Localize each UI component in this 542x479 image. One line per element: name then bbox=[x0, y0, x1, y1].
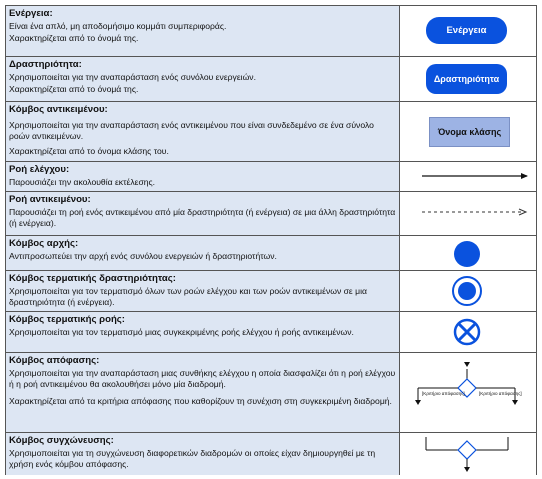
row-text: Είναι ένα απλό, μη αποδομήσιμο κομμάτι συμπεριφοράς. bbox=[9, 21, 227, 31]
table-row bbox=[6, 235, 536, 270]
row-description bbox=[6, 433, 400, 475]
object-flow-dashed-arrow-icon bbox=[400, 192, 536, 236]
decision-criterion-label: [Κριτήριο απόφασης] bbox=[422, 391, 465, 396]
row-text: Παρουσιάζει την ακολουθία εκτέλεσης. bbox=[9, 177, 156, 187]
merge-node-icon bbox=[400, 433, 536, 476]
row-title: Ροή ελέγχου: bbox=[9, 164, 70, 175]
row-symbol bbox=[400, 433, 536, 475]
initial-node-icon bbox=[400, 236, 536, 271]
table-row bbox=[6, 6, 536, 56]
row-symbol bbox=[400, 271, 536, 311]
control-flow-arrow-icon bbox=[400, 162, 536, 192]
row-text: Χαρακτηρίζεται από το όνομά της. bbox=[9, 84, 139, 94]
table-row bbox=[6, 161, 536, 191]
table-row bbox=[6, 352, 536, 432]
row-description bbox=[6, 57, 400, 101]
row-description bbox=[6, 192, 400, 235]
row-title: Κόμβος συγχώνευσης: bbox=[9, 435, 114, 446]
decision-node-icon bbox=[400, 353, 536, 433]
table-row bbox=[6, 56, 536, 101]
row-description bbox=[6, 236, 400, 270]
row-title: Κόμβος αντικειμένου: bbox=[9, 104, 108, 115]
row-description bbox=[6, 271, 400, 311]
activity-final-node-icon bbox=[400, 271, 536, 312]
row-description bbox=[6, 6, 400, 56]
row-symbol bbox=[400, 236, 536, 270]
object-node-symbol: Όνομα κλάσης bbox=[429, 117, 510, 147]
table-row bbox=[6, 432, 536, 475]
row-text: Χαρακτηρίζεται από το όνομα κλάσης του. bbox=[9, 146, 169, 156]
row-symbol bbox=[400, 353, 536, 432]
row-title: Κόμβος αρχής: bbox=[9, 238, 79, 249]
table-row bbox=[6, 270, 536, 311]
row-description bbox=[6, 312, 400, 352]
row-title: Κόμβος απόφασης: bbox=[9, 355, 100, 366]
row-symbol bbox=[400, 162, 536, 191]
activity-node-symbol: Δραστηριότητα bbox=[426, 64, 507, 94]
uml-activity-symbols-table bbox=[5, 5, 537, 475]
row-text: Χρησιμοποιείται για την αναπαράσταση ενός αντικειμένου που είναι συνδεδεμένο σε ένα σύνολο ροών αντικειμένων. bbox=[9, 120, 374, 141]
action-node-symbol: Ενέργεια bbox=[426, 17, 507, 44]
row-text: Παρουσιάζει τη ροή ενός αντικειμένου από μία δραστηριότητα (ή ενέργεια) σε μια άλλη δραστηριότητα (ή ενέργεια). bbox=[9, 207, 396, 228]
row-title: Ενέργεια: bbox=[9, 8, 53, 19]
row-text: Χρησιμοποιείται για τη συγχώνευση διαφορετικών διαδρομών οι οποίες είχαν δημιουργηθεί με τη χρήση ενός κόμβου απόφασης. bbox=[9, 448, 376, 469]
row-symbol bbox=[400, 57, 536, 101]
row-description bbox=[6, 162, 400, 191]
row-text: Χρησιμοποιείται για τον τερματισμό μιας συγκεκριμένης ροής ελέγχου ή ροής αντικειμένων. bbox=[9, 327, 354, 337]
table-row bbox=[6, 191, 536, 235]
row-title: Ροή αντικειμένου: bbox=[9, 194, 91, 205]
row-text: Χρησιμοποιείται για την αναπαράσταση ενός συνόλου ενεργειών. bbox=[9, 72, 256, 82]
row-symbol bbox=[400, 102, 536, 161]
row-description bbox=[6, 353, 400, 432]
row-text: Αντιπροσωπεύει την αρχή ενός συνόλου ενεργειών ή δραστηριοτήτων. bbox=[9, 251, 277, 261]
row-text: Χρησιμοποιείται για τον τερματισμό όλων των ροών ελέγχου και των ροών αντικειμένων σε μια δραστηριότητα (ή ενέργεια). bbox=[9, 286, 367, 307]
table-row bbox=[6, 311, 536, 352]
row-title: Κόμβος τερματικής ροής: bbox=[9, 314, 125, 325]
row-text: Χρησιμοποιείται για την αναπαράσταση μιας συνθήκης ελέγχου η οποία διασφαλίζει ότι η ροή ελέγχου ή η ροή αντικειμένου θα ακολουθήσει μόνο μία διαδρομή. bbox=[9, 368, 396, 389]
row-symbol bbox=[400, 192, 536, 235]
decision-criterion-label: [Κριτήριο απόφασης] bbox=[479, 391, 522, 396]
table-row bbox=[6, 101, 536, 161]
row-description bbox=[6, 102, 400, 161]
row-symbol bbox=[400, 6, 536, 56]
row-text: Χαρακτηρίζεται από το όνομά της. bbox=[9, 33, 139, 43]
row-title: Κόμβος τερματικής δραστηριότητας: bbox=[9, 273, 176, 284]
row-text: Χαρακτηρίζεται από τα κριτήρια απόφασης που καθορίζουν τη συνέχιση στη συγκεκριμένη διαδρομή. bbox=[9, 396, 392, 406]
row-title: Δραστηριότητα: bbox=[9, 59, 82, 70]
flow-final-node-icon bbox=[400, 312, 536, 353]
row-symbol bbox=[400, 312, 536, 352]
